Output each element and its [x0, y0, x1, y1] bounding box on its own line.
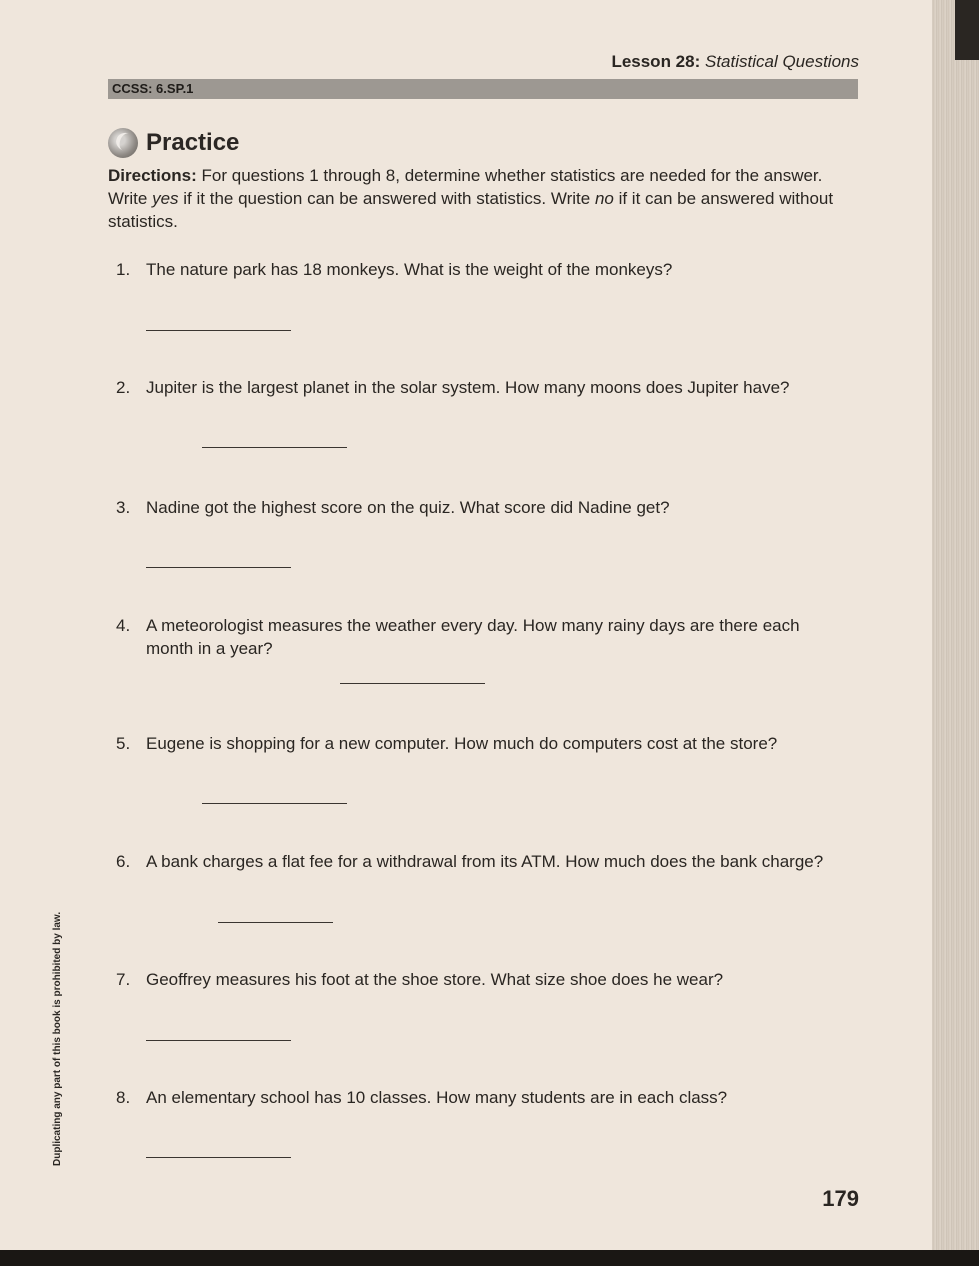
answer-line-3[interactable]	[146, 567, 291, 568]
bottom-shadow	[0, 1250, 979, 1266]
question-7	[116, 968, 846, 991]
question-4	[116, 614, 846, 660]
section-heading	[108, 128, 239, 158]
question-text: Jupiter is the largest planet in the solar system. How many moons does Jupiter have?	[146, 378, 790, 397]
question-number: 3.	[116, 498, 131, 517]
question-3	[116, 496, 846, 519]
directions-label: Directions:	[108, 166, 197, 185]
page-edge	[932, 0, 979, 1250]
section-title: Practice	[146, 129, 240, 156]
question-number: 4.	[116, 616, 131, 635]
lesson-number: Lesson 28:	[611, 52, 701, 71]
answer-line-1[interactable]	[146, 330, 291, 331]
directions-yes-word: yes	[152, 189, 179, 208]
answer-line-5[interactable]	[202, 803, 347, 804]
standard-bar	[108, 79, 858, 99]
question-text: Nadine got the highest score on the quiz. What score did Nadine get?	[146, 498, 670, 517]
practice-circle-icon	[108, 128, 138, 158]
question-8	[116, 1086, 846, 1109]
question-number: 8.	[116, 1088, 131, 1107]
question-number: 1.	[116, 260, 131, 279]
question-text: A bank charges a flat fee for a withdrawal from its ATM. How much does the bank charge?	[146, 852, 824, 871]
question-number: 7.	[116, 970, 131, 989]
question-text: A meteorologist measures the weather every day. How many rainy days are there each month in a year?	[146, 616, 800, 658]
answer-line-4[interactable]	[340, 683, 485, 684]
question-number: 2.	[116, 378, 131, 397]
lesson-header	[611, 52, 859, 72]
directions-text-1: For questions 1 through 8, determine whether statistics are needed for the answer. Write	[108, 166, 823, 208]
answer-line-6[interactable]	[218, 922, 333, 923]
copyright-notice: Duplicating any part of this book is prohibited by law.	[52, 911, 63, 1166]
answer-line-7[interactable]	[146, 1040, 291, 1041]
question-1	[116, 258, 846, 281]
question-text: An elementary school has 10 classes. How many students are in each class?	[146, 1088, 728, 1107]
directions-no-word: no	[594, 189, 614, 208]
directions	[108, 164, 858, 233]
question-text: The nature park has 18 monkeys. What is the weight of the monkeys?	[146, 260, 673, 279]
question-number: 6.	[116, 852, 131, 871]
answer-line-2[interactable]	[202, 447, 347, 448]
directions-text-3: if it can be answered without statistics.	[108, 189, 834, 231]
question-text: Eugene is shopping for a new computer. How much do computers cost at the store?	[146, 734, 778, 753]
question-text: Geoffrey measures his foot at the shoe store. What size shoe does he wear?	[146, 970, 724, 989]
page-edge-shadow	[955, 0, 979, 60]
answer-line-8[interactable]	[146, 1157, 291, 1158]
question-5	[116, 732, 846, 755]
directions-text-2: if it the question can be answered with statistics. Write	[178, 189, 595, 208]
question-number: 5.	[116, 734, 131, 753]
standard-code: CCSS: 6.SP.1	[112, 81, 194, 96]
page-number: 179	[822, 1186, 859, 1211]
lesson-title: Statistical Questions	[704, 52, 859, 71]
question-2	[116, 376, 846, 399]
question-6	[116, 850, 846, 873]
